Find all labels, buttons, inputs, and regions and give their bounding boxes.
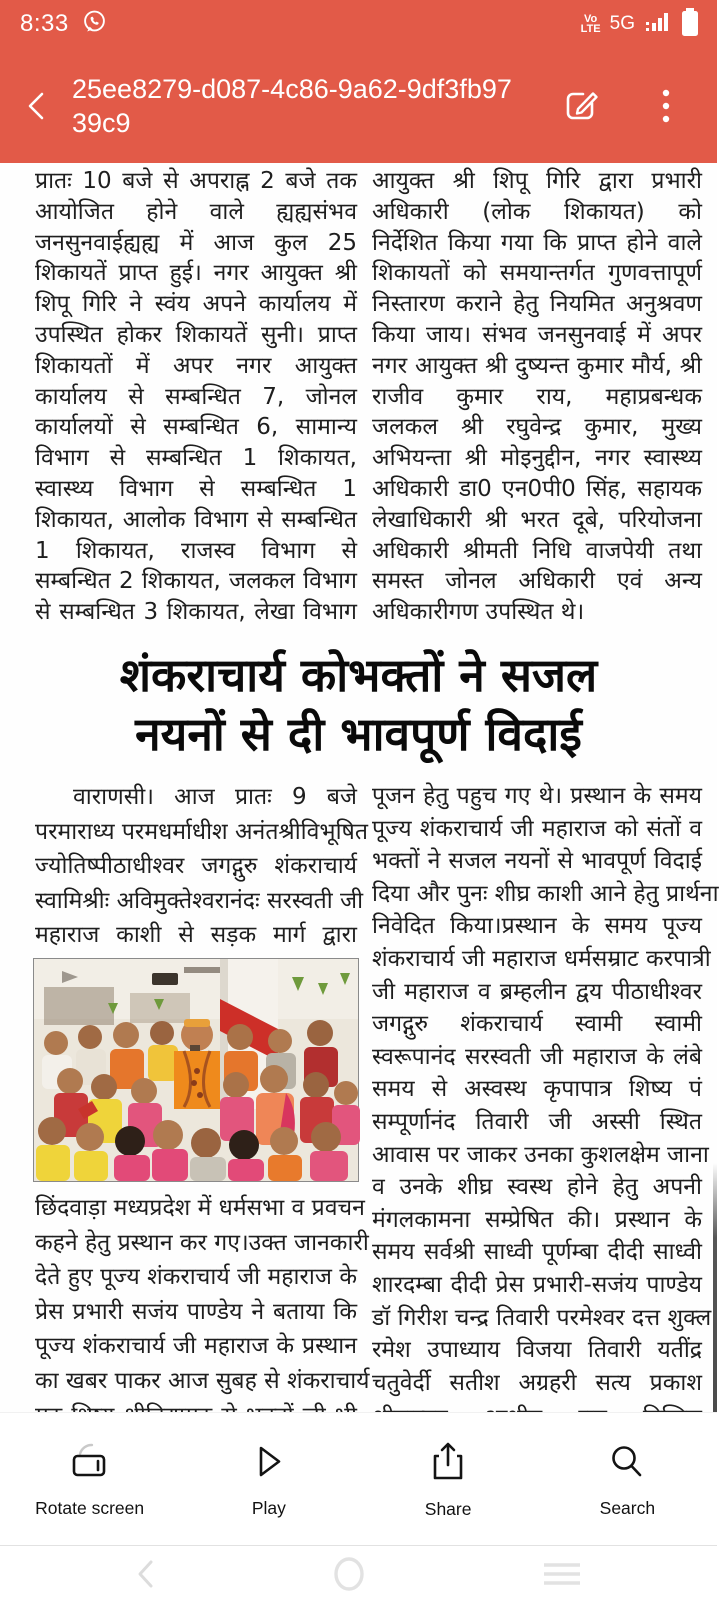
text-line: आवास पर जाकर उनका कुशलक्षेम जाना xyxy=(372,1141,709,1168)
text-line: उपस्थित होकर शिकायतें सुनी। प्राप्त xyxy=(35,321,357,348)
signal-icon xyxy=(644,9,670,40)
text-line: आयोजित होने वाले ह्यह्यसंभव xyxy=(35,198,357,225)
toolbar-label: Share xyxy=(424,1498,472,1519)
text-line: भक्तों ने सजल नयनों से भावपूर्ण विदाई xyxy=(372,848,702,875)
document-viewer[interactable] xyxy=(0,163,717,1412)
article1-right-column xyxy=(372,166,702,628)
search-button[interactable] xyxy=(538,1440,717,1519)
text-line: शिपू गिरि ने स्वंय अपने कार्यालय में xyxy=(35,291,357,318)
text-line: शिकायत, आलोक विभाग से सम्बन्धित xyxy=(35,506,357,533)
text-line: शिकायतें प्राप्त हुई। नगर आयुक्त श्री xyxy=(35,260,357,287)
article2-right-column xyxy=(372,780,719,1399)
status-bar xyxy=(0,0,717,48)
back-icon xyxy=(21,86,51,126)
nav-home-button[interactable] xyxy=(331,1555,367,1593)
text-line: जगद्गुरु शंकराचार्य स्वामी स्वामी xyxy=(372,1011,702,1038)
text-line: स्वरूपानंद सरस्वती जी महाराज के लंबे xyxy=(372,1043,702,1070)
text-line: शिकायतों में अपर नगर आयुक्त xyxy=(35,352,357,379)
text-line: व उनके शीघ्र स्वस्थ होने हेतु अपनी xyxy=(372,1174,702,1201)
page-edge-artifact xyxy=(713,1163,717,1412)
clock: 8:33 xyxy=(20,10,69,37)
text-line: कार्यालय से सम्बन्धित 7, जोनल xyxy=(35,383,357,410)
text-line: कार्यालयों से सम्बन्धित 6, सामान्य xyxy=(35,414,357,441)
article2-headline xyxy=(0,646,717,764)
text-line: अधिकारीगण उपस्थित थे। xyxy=(372,599,585,626)
android-nav-bar xyxy=(0,1547,717,1600)
whatsapp-icon xyxy=(81,8,108,40)
text-line: चतुवेर्दी सतीश अग्रहरी सत्य प्रकाश xyxy=(372,1369,702,1396)
toolbar-label: Rotate screen xyxy=(35,1497,145,1518)
text-line: समस्त जोनल अधिकारी एवं अन्य xyxy=(372,568,702,595)
document-title: 25ee8279-d087-4c86-9a62-9df3fb9739c9 xyxy=(72,73,512,138)
headline-line2: नयनों से दी भावपूर्ण विदाई xyxy=(135,707,582,761)
edit-icon xyxy=(558,83,604,129)
search-icon xyxy=(605,1440,649,1484)
play-icon xyxy=(247,1440,291,1484)
article-photo xyxy=(33,958,359,1182)
back-button[interactable] xyxy=(0,48,72,163)
rotate-screen-icon xyxy=(66,1440,114,1484)
text-line: निर्देशित किया गया कि प्राप्त होने वाले xyxy=(372,229,702,256)
text-line: समय सर्वश्री साध्वी पूर्णम्बा दीदी साध्वी xyxy=(372,1239,702,1266)
text-line: शंकराचार्य जी महाराज धर्मसम्राट करपात्री xyxy=(372,945,711,972)
text-line: किया जाय। संभव जनसुनवाई में अपर xyxy=(372,321,702,348)
text-line: पूज्य शंकराचार्य जी महाराज के प्रस्थान xyxy=(35,1333,357,1360)
text-line: देते हुए पूज्य शंकराचार्य जी महाराज के xyxy=(35,1264,357,1291)
text-line: रमेश उपाध्याय विजया तिवारी यतींद्र xyxy=(372,1337,702,1364)
text-line: सम्बन्धित 2 शिकायत, जलकल विभाग xyxy=(35,568,357,595)
text-line: अधिकारी (लोक शिकायत) को xyxy=(372,198,702,225)
text-line: कहने हेतु प्रस्थान कर गए।उक्त जानकारी xyxy=(35,1229,369,1256)
article1-left-column xyxy=(35,166,357,628)
text-line: दिया और पुनः शीघ्र काशी आने हेतु प्रार्थना xyxy=(372,880,719,907)
text-line: छिंदवाड़ा मध्यप्रदेश में धर्मसभा व प्रवचन xyxy=(35,1195,365,1221)
network-type: 5G xyxy=(609,13,635,34)
app-header xyxy=(0,48,717,163)
headline-line1: शंकराचार्य कोभक्तों ने सजल xyxy=(119,648,598,702)
text-line: सम्पूर्णानंद तिवारी जी अस्सी स्थित xyxy=(372,1108,702,1135)
battery-icon xyxy=(679,6,701,43)
text-line: राजीव कुमार राय, महाप्रबन्धक xyxy=(372,383,702,410)
recents-nav-icon xyxy=(541,1557,583,1591)
text-line: डॉ गिरीश चन्द्र तिवारी परमेश्वर दत्त शुक्ल xyxy=(372,1304,712,1331)
volte-icon: Vo LTE xyxy=(580,13,601,35)
text-line: स्वास्थ्य विभाग से सम्बन्धित 1 xyxy=(35,475,357,502)
text-line: परमाराध्य परमधर्माधीश अनंतश्रीविभूषित xyxy=(35,818,368,845)
text-line: समय से अस्वस्थ कृपापात्र शिष्य पं xyxy=(372,1076,702,1103)
text-line: निवेदित किया।प्रस्थान के समय पूज्य xyxy=(372,913,702,940)
text-line: नगर आयुक्त श्री दुष्यन्त कुमार मौर्य, श्री xyxy=(372,352,702,379)
text-line: अभियन्ता श्री मोइनुद्दीन, नगर स्वास्थ्य xyxy=(372,445,702,472)
text-line: शिकायतों को समयान्तर्गत गुणवत्तापूर्ण xyxy=(372,260,702,287)
text-line: महाराज काशी से सड़क मार्ग द्वारा xyxy=(35,922,357,949)
overflow-menu-button[interactable] xyxy=(626,48,706,163)
article2-left-column-top xyxy=(35,780,368,953)
text-line: जी महाराज व ब्रम्हलीन द्वय पीठाधीश्वर xyxy=(372,978,702,1005)
text-line: वाराणसी। आज प्रातः 9 बजे xyxy=(73,784,357,810)
text-line: पूजन हेतु पहुच गए थे। प्रस्थान के समय xyxy=(372,783,702,809)
text-line: जनसुनवाईह्यह्य में आज कुल 25 xyxy=(35,229,357,256)
play-button[interactable] xyxy=(179,1440,358,1519)
text-line: से सम्बन्धित 3 शिकायत, लेखा विभाग xyxy=(35,599,357,626)
text-line: निस्तारण कराने हेतु नियमित अनुश्रवण xyxy=(372,291,702,318)
article2-left-column-bottom xyxy=(35,1191,370,1399)
text-line: प्रातः 10 बजे से अपराह्न 2 बजे तक xyxy=(35,168,357,194)
text-line: विभाग से सम्बन्धित 1 शिकायत, xyxy=(35,445,357,472)
text-line: आयुक्त श्री शिपू गिरि द्वारा प्रभारी xyxy=(372,168,702,194)
edit-button[interactable] xyxy=(536,48,626,163)
text-line: स्वामिश्रीः अविमुक्तेश्वरानंदः सरस्वती जी xyxy=(35,887,364,914)
share-icon xyxy=(426,1439,470,1485)
bottom-toolbar xyxy=(0,1412,717,1546)
toolbar-label: Play xyxy=(251,1497,286,1518)
text-line: ज्योतिष्पीठाधीश्वर जगद्गुरु शंकराचार्य xyxy=(35,853,357,880)
back-nav-icon xyxy=(134,1557,156,1591)
text-line: अधिकारी डा0 एन0पी0 सिंह, सहायक xyxy=(372,475,702,502)
home-nav-icon xyxy=(331,1555,367,1593)
text-line: लेखाधिकारी श्री भरत दूबे, परियोजना xyxy=(372,506,702,533)
text-line: मंगलकामना सम्प्रेषित की। प्रस्थान के xyxy=(372,1206,702,1233)
text-line: शारदम्बा दीदी प्रेस प्रभारी-सजंय पाण्डेय xyxy=(372,1271,702,1298)
text-line: प्रेस प्रभारी सजंय पाण्डेय ने बताया कि xyxy=(35,1298,357,1325)
rotate-screen-button[interactable] xyxy=(0,1440,179,1519)
overflow-menu-icon xyxy=(661,83,671,129)
nav-recents-button[interactable] xyxy=(541,1557,583,1591)
text-line: 1 शिकायत, राजस्व विभाग से xyxy=(35,537,357,564)
nav-back-button[interactable] xyxy=(134,1557,156,1591)
text-line: का खबर पाकर आज सुबह से शंकराचार्य xyxy=(35,1367,370,1394)
text-line: पूज्य शंकराचार्य जी महाराज को संतों व xyxy=(372,815,702,842)
toolbar-label: Search xyxy=(599,1497,656,1518)
share-button[interactable] xyxy=(359,1439,538,1520)
text-line: अधिकारी श्रीमती निधि वाजपेयी तथा xyxy=(372,537,702,564)
text-line: जलकल श्री रघुवेन्द्र कुमार, मुख्य xyxy=(372,414,702,441)
